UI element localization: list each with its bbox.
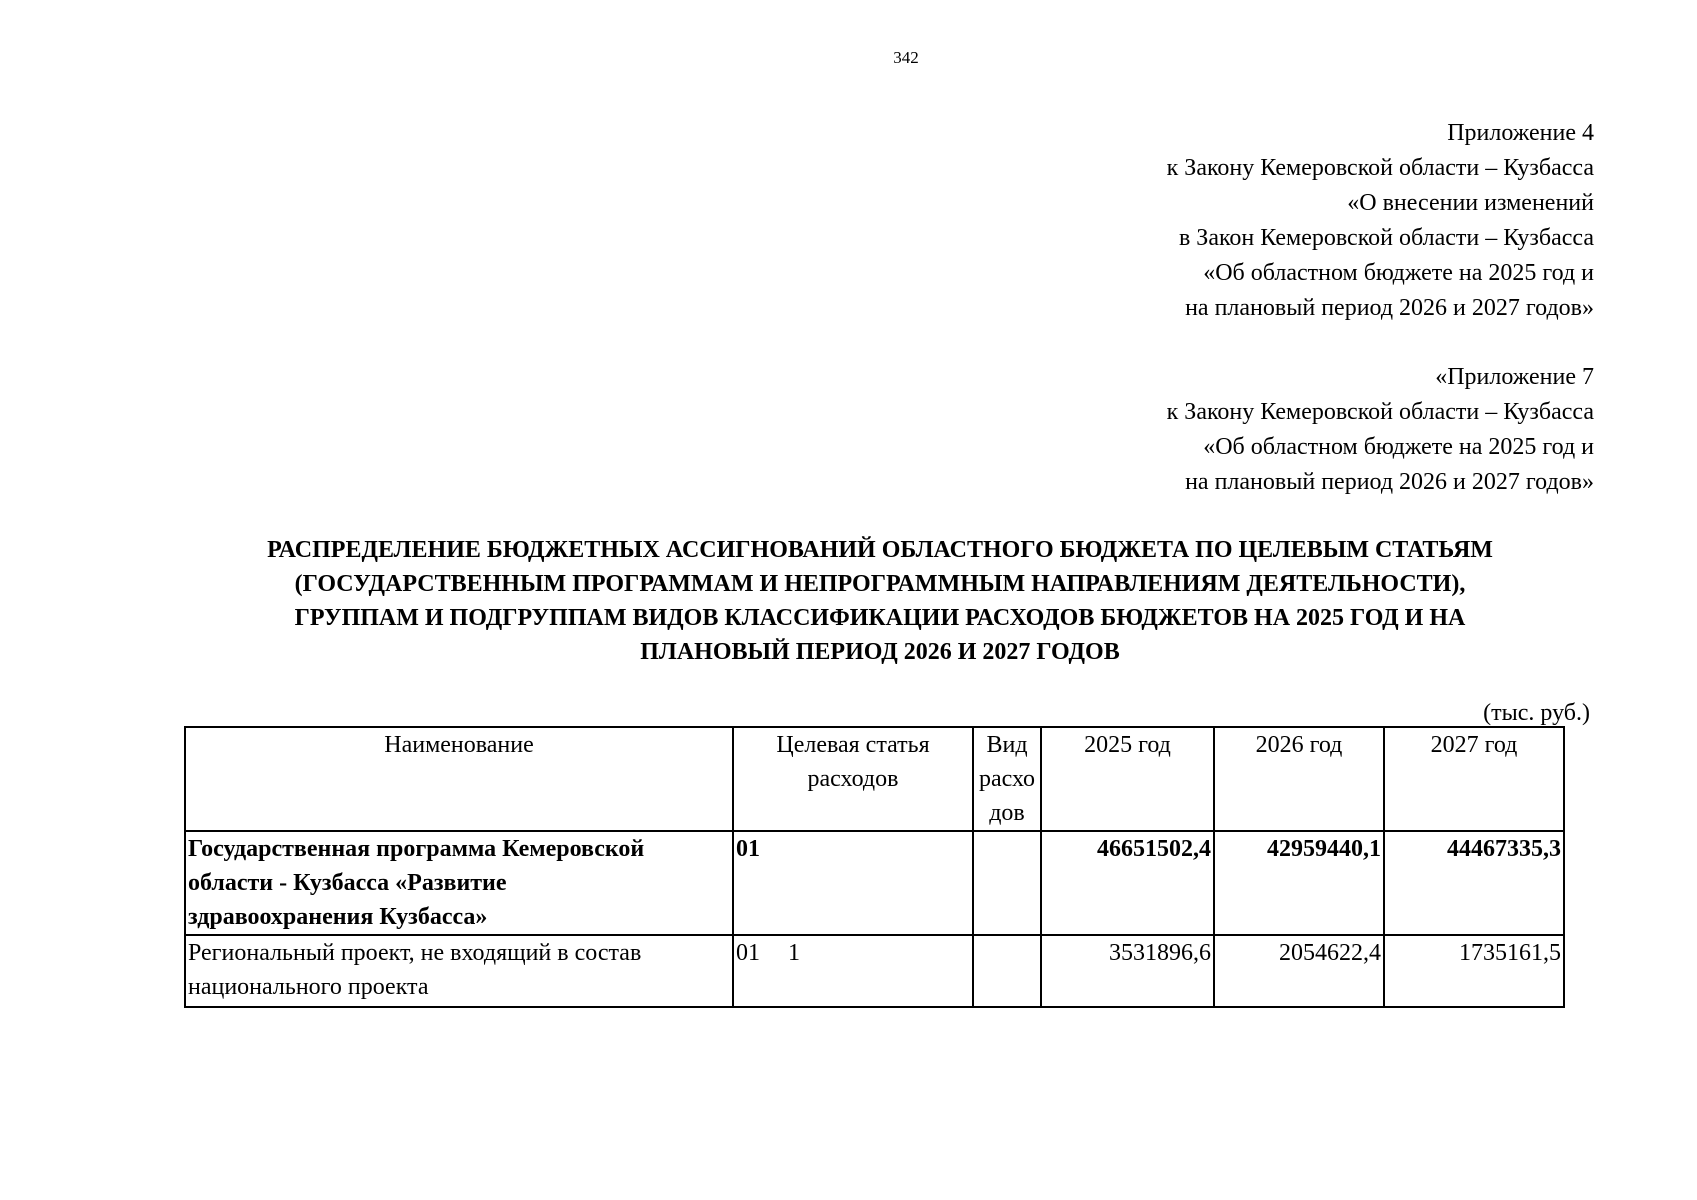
row-target-article <box>733 935 973 1007</box>
row-code-subprogram: 1 <box>788 940 800 966</box>
row-name-line: Государственная программа Кемеровской <box>188 836 645 862</box>
header-target-article-line: расходов <box>807 766 899 792</box>
row-value-2027: 44467335,3 <box>1384 831 1564 935</box>
row-name <box>185 831 733 935</box>
header-target-article <box>733 727 973 831</box>
appendix-line: «О внесении изменений <box>1347 190 1594 216</box>
header-expense-type-line: дов <box>989 800 1025 826</box>
row-target-article <box>733 831 973 935</box>
row-name-line: Региональный проект, не входящий в состав <box>188 940 642 966</box>
appendix-line: Приложение 4 <box>1447 120 1594 146</box>
title-line: ПЛАНОВЫЙ ПЕРИОД 2026 И 2027 ГОДОВ <box>640 639 1120 665</box>
row-name-line: здравоохранения Кузбасса» <box>188 904 488 930</box>
header-target-article-line: Целевая статья <box>776 732 930 758</box>
appendix-line: на плановый период 2026 и 2027 годов» <box>1185 469 1594 495</box>
header-year-2026: 2026 год <box>1214 727 1384 831</box>
units-label: (тыс. руб.) <box>1483 700 1590 726</box>
header-expense-type-line: расхо <box>978 766 1036 792</box>
title-line: (ГОСУДАРСТВЕННЫМ ПРОГРАММАМ И НЕПРОГРАММНЫМ НАПРАВЛЕНИЯМ ДЕЯТЕЛЬНОСТИ), <box>294 571 1466 597</box>
appendix-line: к Закону Кемеровской области – Кузбасса <box>1166 155 1594 181</box>
header-year-2025: 2025 год <box>1041 727 1214 831</box>
budget-table <box>184 726 1565 1008</box>
appendix-line: на плановый период 2026 и 2027 годов» <box>1185 295 1594 321</box>
row-value-2027: 1735161,5 <box>1384 935 1564 1007</box>
page-number: 342 <box>893 48 919 67</box>
document-title <box>180 533 1580 669</box>
row-value-2026: 2054622,4 <box>1214 935 1384 1007</box>
row-value-2026: 42959440,1 <box>1214 831 1384 935</box>
table-row <box>185 831 1564 935</box>
table-header-row <box>185 727 1564 831</box>
appendix-line: «Об областном бюджете на 2025 год и <box>1203 260 1594 286</box>
row-expense-type <box>973 935 1041 1007</box>
header-expense-type-line: Вид <box>986 732 1028 758</box>
row-code-program: 01 <box>736 940 760 966</box>
appendix-quoted-header <box>1167 360 1594 500</box>
row-name-line: национального проекта <box>188 974 429 1000</box>
row-value-2025: 3531896,6 <box>1041 935 1214 1007</box>
table-row <box>185 935 1564 1007</box>
title-line: ГРУППАМ И ПОДГРУППАМ ВИДОВ КЛАССИФИКАЦИИ РАСХОДОВ БЮДЖЕТОВ НА 2025 ГОД И НА <box>294 605 1466 631</box>
appendix-line: в Закон Кемеровской области – Кузбасса <box>1178 225 1594 251</box>
header-expense-type <box>973 727 1041 831</box>
title-line: РАСПРЕДЕЛЕНИЕ БЮДЖЕТНЫХ АССИГНОВАНИЙ ОБЛАСТНОГО БЮДЖЕТА ПО ЦЕЛЕВЫМ СТАТЬЯМ <box>267 537 1493 563</box>
appendix-reference-header <box>1167 116 1594 326</box>
header-year-2027: 2027 год <box>1384 727 1564 831</box>
row-value-2025: 46651502,4 <box>1041 831 1214 935</box>
appendix-line: «Об областном бюджете на 2025 год и <box>1203 434 1594 460</box>
row-name <box>185 935 733 1007</box>
appendix-line: «Приложение 7 <box>1435 364 1594 390</box>
header-name: Наименование <box>185 727 733 831</box>
appendix-line: к Закону Кемеровской области – Кузбасса <box>1166 399 1594 425</box>
row-code-program: 01 <box>736 836 760 862</box>
row-name-line: области - Кузбасса «Развитие <box>188 870 507 896</box>
row-expense-type <box>973 831 1041 935</box>
